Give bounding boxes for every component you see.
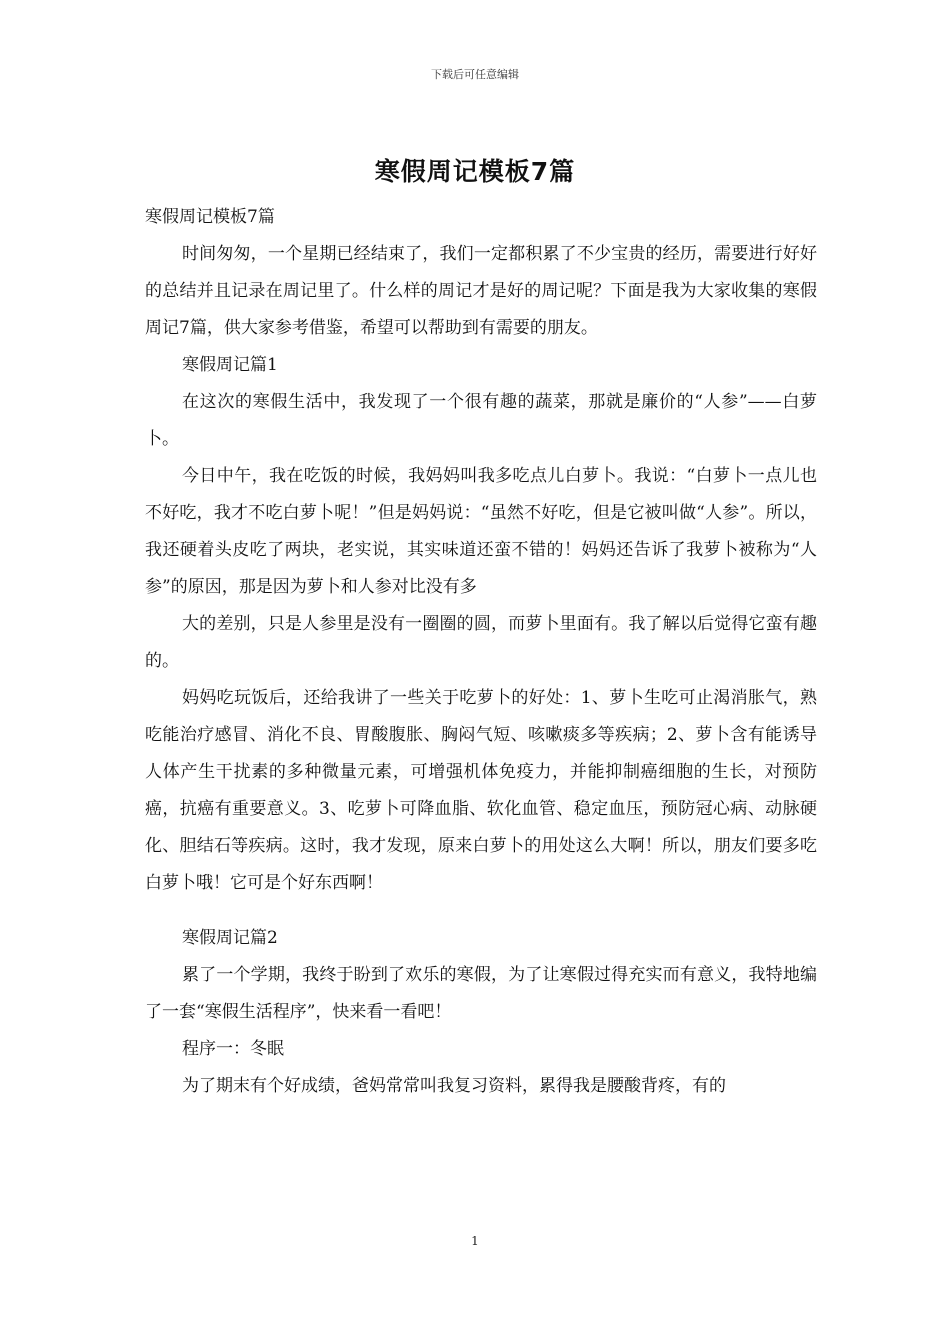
body-paragraph: 累了一个学期，我终于盼到了欢乐的寒假，为了让寒假过得充实而有意义，我特地编了一套“寒假生活程序”，快来看一看吧！: [145, 965, 817, 1022]
body-paragraph: 妈妈吃玩饭后，还给我讲了一些关于吃萝卜的好处：1、萝卜生吃可止渴消胀气，熟吃能治疗感冒、消化不良、胃酸腹胀、胸闷气短、咳嗽痰多等疾病；2、萝卜含有能诱导人体产生干扰素的多种微量元素，可增强机体免疫力，并能抑制癌细胞的生长，对预防癌，抗癌有重要意义。3、吃萝卜可降血脂、软化血管、稳定血压，预防冠心病、动脉硬化、胆结石等疾病。这时，我才发现，原来白萝卜的用处这么大啊！所以，朋友们要多吃白萝卜哦！它可是个好东西啊！: [145, 688, 817, 893]
body-paragraph: 为了期末有个好成绩，爸妈常常叫我复习资料，累得我是腰酸背疼，有的: [182, 1076, 726, 1096]
section-heading-1: 寒假周记篇1: [182, 355, 278, 375]
body-paragraph: 在这次的寒假生活中，我发现了一个很有趣的蔬菜，那就是廉价的“人参”——白萝卜。: [145, 392, 817, 449]
page-header: 下载后可任意编辑: [431, 68, 519, 81]
body-paragraph: 今日中午，我在吃饭的时候，我妈妈叫我多吃点儿白萝卜。我说：“白萝卜一点儿也不好吃，我才不吃白萝卜呢！”但是妈妈说：“虽然不好吃，但是它被叫做“人参”。所以，我还硬着头皮吃了两块，老实说，其实味道还蛮不错的！妈妈还告诉了我萝卜被称为“人参”的原因，那是因为萝卜和人参对比没有多: [145, 466, 817, 597]
page-number: 1: [471, 1234, 479, 1248]
subtitle-paragraph: 寒假周记模板7篇: [145, 207, 275, 227]
intro-paragraph: 时间匆匆，一个星期已经结束了，我们一定都积累了不少宝贵的经历，需要进行好好的总结并且记录在周记里了。什么样的周记才是好的周记呢？下面是我为大家收集的寒假周记7篇，供大家参考借鉴，希望可以帮助到有需要的朋友。: [145, 244, 817, 338]
sub-heading: 程序一：冬眠: [182, 1039, 284, 1059]
section-heading-2: 寒假周记篇2: [182, 928, 278, 948]
document-body: [145, 199, 817, 1105]
document-title: 寒假周记模板7篇: [374, 157, 576, 186]
body-paragraph: 大的差别，只是人参里是没有一圈圈的圆，而萝卜里面有。我了解以后觉得它蛮有趣的。: [145, 614, 817, 671]
